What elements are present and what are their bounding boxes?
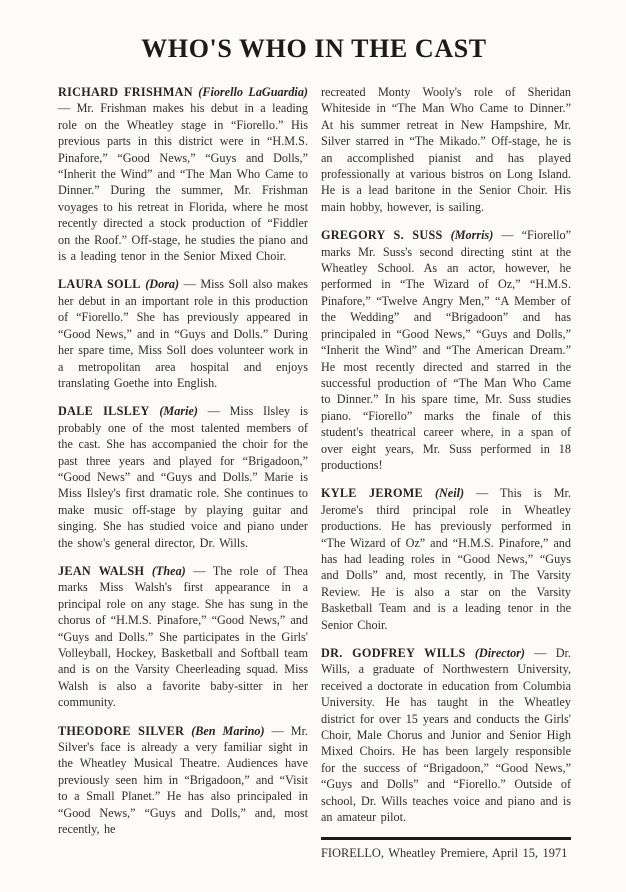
- bio-text: — Miss Soll also makes her debut in an important role in this production of “Fiorello.” She has previously appeared in “Good News,” and in “Guys and Dolls.” During her spare time, Miss Soll does volunteer work in a metropolitan area hospital and enjoys translating Goethe into English.: [58, 277, 309, 390]
- bio-text: — Mr. Frishman makes his debut in a leading role on the Wheatley stage in “Fiorello.” His previous parts in this district were in “H.M.S. Pinafore,” “Good News,” “Guys and Dolls,” “Inherit the Wind” and “The Man Who Came to Dinner.” During the summer, Mr. Frishman voyages to his retreat in Florida, where he most recently directed a stock production of “Fiddler on the Roof.” Off-stage, he studies the piano and is a leading tenor in the Senior Mixed Choir.: [58, 101, 308, 264]
- bio-text: — The role of Thea marks Miss Walsh's first appearance in a principal role on any stage. She has sung in the chorus of “H.M.S. Pinafore,” “Good News,” and “Guys and Dolls.” She participates in the Girls' Volleyball, Hockey, Basketball and Softball team and is on the Varsity Cheerleading squad. Miss Walsh is also a favorite baby-sitter in her community.: [58, 563, 308, 710]
- bio-entry-frishman: [58, 84, 308, 264]
- bio-entry-silver-continuation: recreated Monty Wooly's role of Sheridan Whiteside in “The Man Who Came to Dinner.” At his summer retreat in New Hampshire, Mr. Silver starred in “The Mikado.” Off-stage, he is an accomplished pianist and has played professionally at various bistros on Long Island. He is a lead baritone in the Senior Choir. His main hobby, however, is sailing.: [321, 85, 571, 214]
- bio-entry-suss: [321, 227, 571, 473]
- bio-entry-wills: [321, 645, 571, 825]
- cast-role-name: (Director): [474, 646, 525, 660]
- cast-role-name: (Dora): [145, 277, 180, 292]
- column-right: [321, 84, 571, 862]
- cast-member-name: JEAN WALSH: [58, 563, 145, 578]
- column-left: [58, 84, 308, 862]
- bio-text: — “Fiorello” marks Mr. Suss's second directing stint at the Wheatley School. As an actor, however, he performed in “The Wizard of Oz,” “H.M.S. Pinafore,” “Twelve Angry Men,” “A Member of the Wedding” and “Brigadoon” and has principaled in “Good News,” “Guys and Dolls,” “Inherit the Wind” and “The American Dream.” He most recently directed and starred in the successful production of “The Man Who Came to Dinner.” In his spare time, Mr. Suss studies piano. “Fiorello” marks the finale of this student's theatrical career where, in a span of over eight years, Mr. Suss performed in 18 productions!: [321, 228, 571, 472]
- cast-member-name: LAURA SOLL: [58, 277, 141, 292]
- cast-role-name: (Marie): [159, 404, 198, 419]
- bio-text: — This is Mr. Jerome's third principal role in Wheatley productions. He has previously performed in “The Wizard of Oz” and “H.M.S. Pinafore,” and has had leading roles in “Good News,” “Guys and Dolls” and, most recently, in The Varsity Review. He is also a star on the Varsity Basketball Team and is a leading tenor in the Senior Choir.: [321, 486, 571, 632]
- cast-member-name: GREGORY S. SUSS: [321, 228, 443, 243]
- bio-entry-walsh: [58, 563, 308, 711]
- bio-entry-jerome: [321, 485, 571, 633]
- bio-text: — Miss Ilsley is probably one of the most talented members of the cast. She has accompanied the choir for the past three years and played for “Brigadoon,” “Good News” and “Guys and Dolls.” Marie is Miss Ilsley's first dramatic role. She continues to make music off-stage by playing guitar and singing. She has studied voice and piano under the show's general director, Dr. Wills.: [58, 404, 308, 550]
- bio-text: — Mr. Silver's face is already a very familiar sight in the Wheatley Musical Theatre. Audiences have previously seen him in “Brigadoon,” and “Visit to a Small Planet.” He has also principaled in “Good News,” “Guys and Dolls,” and, most recently, he: [58, 723, 308, 837]
- cast-role-name: (Neil): [434, 486, 465, 501]
- cast-member-name: THEODORE SILVER: [58, 723, 185, 738]
- bio-entry-silver: [58, 723, 308, 838]
- premiere-footnote: FIORELLO, Wheatley Premiere, April 15, 1971: [321, 846, 568, 861]
- bio-entry-ilsley: [58, 403, 308, 551]
- cast-role-name: (Thea): [151, 563, 186, 578]
- cast-member-name: DALE ILSLEY: [58, 404, 150, 419]
- page-title: WHO'S WHO IN THE CAST: [141, 34, 487, 63]
- cast-role-name: (Morris): [450, 228, 494, 243]
- cast-member-name: KYLE JEROME: [321, 486, 423, 501]
- bio-entry-soll: [58, 276, 308, 391]
- cast-role-name: (Ben Marino): [191, 723, 265, 738]
- cast-role-name: (Fiorello LaGuardia): [198, 85, 308, 99]
- bio-text: — Dr. Wills, a graduate of Northwestern University, received a doctorate in education from Columbia University. He has taught in the Wheatley district for over 15 years and conducts the Girls' Choir, Male Chorus and Junior and Senior High Mixed Choirs. He has been largely responsible for the success of “Brigadoon,” “Good News,” “Guys and Dolls” and “Fiorello.” Outside of school, Dr. Wills teaches voice and piano and is an amateur pilot.: [321, 646, 571, 825]
- footer-divider: [321, 837, 571, 840]
- cast-member-name: RICHARD FRISHMAN: [58, 85, 193, 99]
- two-column-layout: [58, 84, 570, 862]
- cast-member-name: DR. GODFREY WILLS: [321, 646, 466, 660]
